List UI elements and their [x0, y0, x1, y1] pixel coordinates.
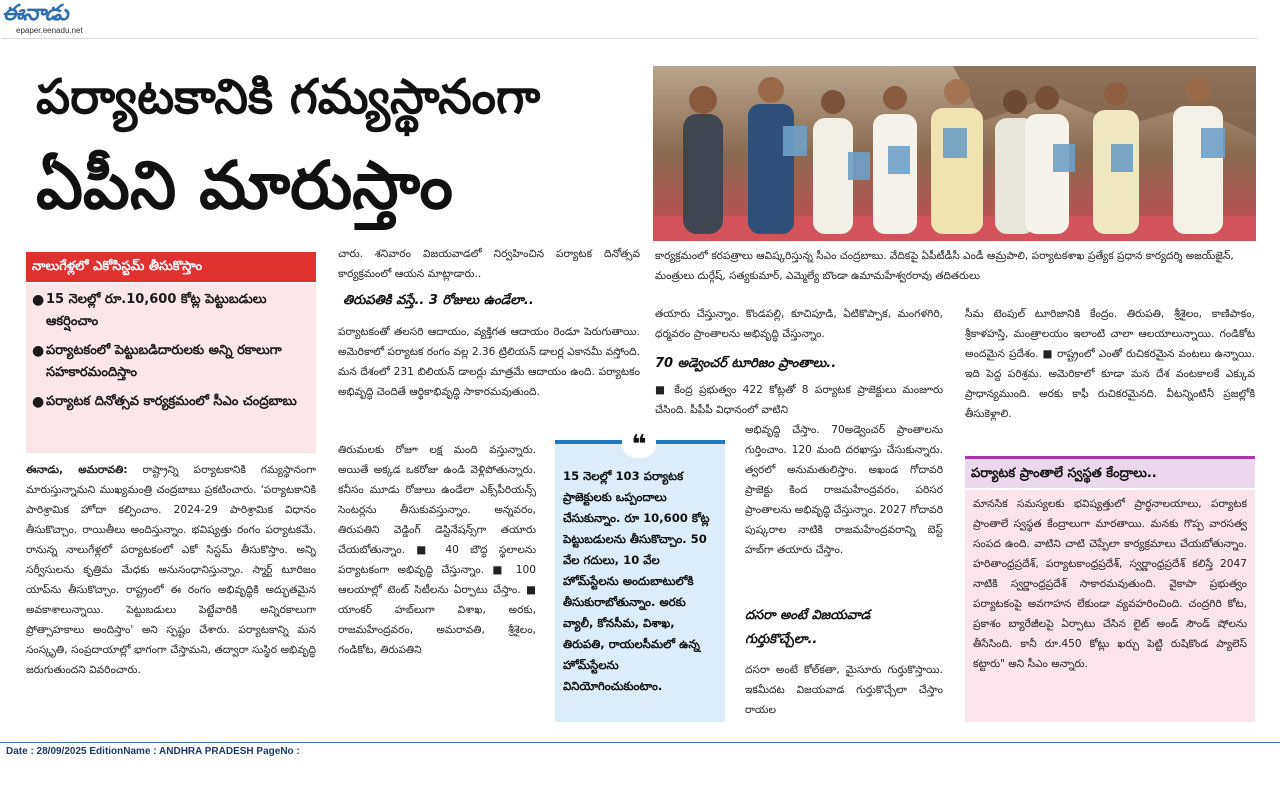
quote-icon: ❝ [622, 428, 656, 458]
quote-box [555, 440, 725, 722]
highlight-item [32, 289, 312, 333]
article-column-3-right: అభివృద్ధి చేస్తాం. 70అడ్వెంచర్‌ ప్రాంతాలను గుర్తించాం. 120 మంది దరఖాస్తు చేసుకున్నారు. త్వరలో అనుమతులిస్తాం. అఖండ గోదావరి ప్రాజెక్టు కింద రాజమహేంద్రవరం, పరిసర ప్రాంతాలను అభివృద్ధి చేస్తున్నాం. 2027 గోదావరి పుష్కరాల నాటికి రాజమహేంద్రవరాన్ని బెస్ట్‌ హబ్‌గా తయారు చేస్తాం. [745, 424, 943, 556]
highlight-text: 15 నెలల్లో రూ.10,600 కోట్ల పెట్టుబడులు ఆకర్షించాం [46, 292, 267, 329]
highlight-text: పర్యాటక దినోత్సవ కార్యక్రమంలో సీఎం చంద్రబాబు [46, 394, 297, 409]
article-column-2-top: చారు. శనివారం విజయవాడలో నిర్వహించిన పర్యాటక దినోత్సవ కార్యక్రమంలో ఆయన మాట్లాడారు.. [338, 248, 640, 280]
article-column-3-top: తయారు చేస్తున్నాం. కొండపల్లి, కూచిపూడి, ఏటికొప్పాక, మంగళగిరి, ధర్మవరం ప్రాంతాలను అభివృద్ధి చేస్తున్నాం. [655, 308, 943, 340]
article-column-2-mid: పర్యాటకంతో తలసరి ఆదాయం, వ్యక్తిగత ఆదాయం రెండూ పెరుగుతాయి. అమెరికాలో పర్యాటక రంగం వల్ల 2.36 ట్రిలియన్‌ డాలర్ల ఎకానమీ వస్తోంది. మన దేశంలో 231 బిలియన్‌ డాలర్లు మాత్రమే ఆదాయం ఉంది. పర్యాటకం అభివృద్ధి చెందితే ఆర్థికాభివృద్ధి సాకారమవుతుంది. [338, 326, 640, 398]
photo-caption: కార్యక్రమంలో కరపత్రాలు ఆవిష్కరిస్తున్న సీఎం చంద్రబాబు. వేదికపై ఏపీటీడీసీ ఎండీ ఆమ్రపాలి, పర్యాటకశాఖ ప్రత్యేక ప్రధాన కార్యదర్శి అజయ్‌జైన్‌, మంత్రులు దుర్గేష్‌, సత్యకుమార్‌, ఎమ్మెల్యే బొండా ఉమామహేశ్వరరావు తదితరులు [655, 250, 1234, 282]
subheading-dasara: దసరా అంటే విజయవాడ గుర్తుకొచ్చేలా.. [745, 608, 871, 647]
bullet-icon: ● [32, 394, 45, 410]
headline [36, 60, 648, 234]
article-column-3-mid: ■ కేంద్ర ప్రభుత్వం 422 కోట్లతో 8 పర్యాటక ప్రాజెక్టులు మంజూరు చేసింది. పీపీపీ విధానంలో వాటిని [655, 384, 943, 416]
highlight-item [32, 391, 312, 413]
article-column-3-bottom: దసరా అంటే కోల్‌కతా, మైసూరు గుర్తుకొస్తాయి. ఇకమీదట విజయవాడ గుర్తుకొచ్చేలా చేస్తాం రాయల [745, 664, 943, 716]
article-column-1 [26, 460, 316, 722]
quote-text: 15 నెలల్లో 103 పర్యాటక ప్రాజెక్టులకు ఒప్పందాలు చేసుకున్నాం. రూ 10,600 కోట్ల పెట్టుబడులను తీసుకొచ్చాం. 50 వేల గదులు, 10 వేల హోమ్‌స్టేలను అందుబాటులోకి తీసుకురాబోతున్నాం. అరకు వ్యాలీ, కోనసీమ, విశాఖ, తిరుపతి, రాయలసీమలో ఉన్న హోమ్‌స్టేలను వినియోగించుకుంటాం. [563, 469, 710, 693]
bullet-icon: ● [32, 292, 45, 308]
sidebar-band: నాలుగేళ్లలో ఎకోసిస్టమ్‌ తీసుకొస్తాం [26, 252, 316, 282]
highlights-box [26, 283, 316, 453]
footer-divider [0, 742, 1280, 743]
eenadu-logo[interactable] [2, 2, 94, 36]
highlight-item [32, 340, 312, 384]
event-photo [653, 66, 1256, 241]
article-text: రాష్ట్రాన్ని పర్యాటకానికి గమ్యస్థానంగా మారుస్తున్నామని ముఖ్యమంత్రి చంద్రబాబు ప్రకటించారు. 'పర్యాటకానికి పారిశ్రామిక హోదా కల్పించాం. 2024-29 పారిశ్రామిక విధానం తీసుకొచ్చాం. రాయితీలు అందిస్తున్నాం. భవిష్యత్తు రంగం పర్యాటకమే. రానున్న నాలుగేళ్లలో పర్యాటకంలో ఎకో సిస్టమ్‌ తీసుకొస్తాం. అన్ని సర్వీసులను కృత్రిమ మేధకు అనుసంధానిస్తున్నాం. స్మార్ట్‌ టూరిజం యాప్‌ను తీసుకొచ్చాం. రాష్ట్రంలో ఈ రంగం అభివృద్ధికి అద్భుతమైన అవకాశాలున్నాయి. పెట్టుబడులు పెట్టేవారికి అన్నిరకాలుగా ప్రోత్సాహకాలు అందిస్తాం' అని స్పష్టం చేశారు. పర్యాటకాన్ని మన సంస్కృతి, సంప్రదాయాల్లో భాగంగా చేస్తామని, తద్వారా సుస్థిర అభివృద్ధి జరుగుతుందని వివరించారు. [26, 464, 316, 676]
event-photo-illustration [653, 66, 1256, 241]
bullet-icon: ● [32, 343, 45, 359]
subheading-tirupati: తిరుపతికి వస్తే.. 3 రోజులు ఉండేలా.. [343, 293, 534, 308]
dateline: ఈనాడు, అమరావతి: [26, 464, 128, 476]
article-column-2-bottom: తిరుమలకు రోజూ లక్ష మంది వస్తున్నారు. అయితే అక్కడ ఒకరోజు ఉండి వెళ్లిపోతున్నారు. కనీసం మూడు రోజులు ఉండేలా ఎక్స్‌పీరియన్స్‌ సెంటర్లను తీసుకువస్తున్నాం. అన్నవరం, తిరుపతిని వెడ్డింగ్‌ డెస్టినేషన్స్‌గా తయారు చేయబోతున్నాం. ■ 40 బౌద్ధ స్థలాలను పర్యాటకంగా అభివృద్ధి చేస్తున్నాం. ■ 100 ఆలయాల్లో టెంట్‌ సిటీలను ఏర్పాటు చేస్తాం. ■ యాంకర్‌ హబ్‌లుగా విశాఖ, అరకు, రాజమహేంద్రవరం, అమరావతి, శ్రీశైలం, గండికోట, తిరుపతిని [338, 444, 536, 656]
highlight-text: పర్యాటకంలో పెట్టుబడిదారులకు అన్ని రకాలుగా సహకారమందిస్తాం [46, 343, 282, 380]
headline-line-1: పర్యాటకానికి గమ్యస్థానంగా [36, 69, 541, 125]
edition-footer: Date : 28/09/2025 EditionName : ANDHRA PRADESH PageNo : [6, 746, 300, 757]
subheading-wellness: పర్యాటక ప్రాంతాలే స్వస్థత కేంద్రాలు.. [965, 456, 1255, 488]
wellness-text: మానసిక సమస్యలకు భవిష్యత్తులో ప్రార్థనాలయాలు, పర్యాటక ప్రాంతాలే స్వస్థత కేంద్రాలుగా మారతాయి. మనకు గొప్ప వారసత్వ సంపద ఉంది. వాటిని చాటి చెప్పేలా కార్యక్రమాలు చేయబోతున్నాం. హరితాంధ్రప్రదేశ్‌, పర్యాటకాంధ్రప్రదేశ్‌, స్వర్ణాంధ్రప్రదేశ్‌ కలిస్తే 2047 నాటికి స్వర్ణాంధ్రప్రదేశ్‌ సాకారమవుతుంది. వైకాపా ప్రభుత్వం పర్యాటకంపై అవగాహన లేకుండా వ్యవహరించింది. చంద్రగిరి కోట, ప్రకాశం బ్యారేజీలపై ఏర్పాటు చేసిన లైట్‌ అండ్‌ సౌండ్‌ షోలను తీసేసింది. కానీ రూ.450 కోట్లు ఖర్చు పెట్టి రుషికొండ ప్యాలెస్‌ కట్టారు" అని సీఎం అన్నారు. [973, 498, 1247, 670]
headline-line-2: ఏపీని మారుస్తాం [36, 147, 453, 224]
article-column-4-top: సీమ టెంపుల్‌ టూరిజానికి కేంద్రం. తిరుపతి, శ్రీశైలం, కాణిపాకం, శ్రీకాళహస్తి, మంత్రాలయం ఇలాంటి చాలా ఆలయాలున్నాయి. గండికోట అందమైన ప్రదేశం. ■ రాష్ట్రంలో ఎంతో రుచికరమైన వంటలు ఉన్నాయి. ఇది పెద్ద పరిశ్రమ. అమెరికాలో కూడా మన దేశ వంటకాలకే ఎక్కువ ప్రాధాన్యముంది. అరకు కాఫీ రుచికరమైనది. వీటన్నింటినీ ప్రజల్లోకి తీసుకెళ్లాలి. [965, 308, 1255, 420]
wellness-panel [965, 490, 1255, 722]
top-divider [2, 38, 1257, 39]
subheading-adventure: 70 అడ్వెంచర్‌ టూరిజం ప్రాంతాలు.. [655, 356, 837, 371]
logo-wordmark: ఈనాడు [2, 1, 68, 26]
logo-url: epaper.eenadu.net [16, 26, 83, 35]
